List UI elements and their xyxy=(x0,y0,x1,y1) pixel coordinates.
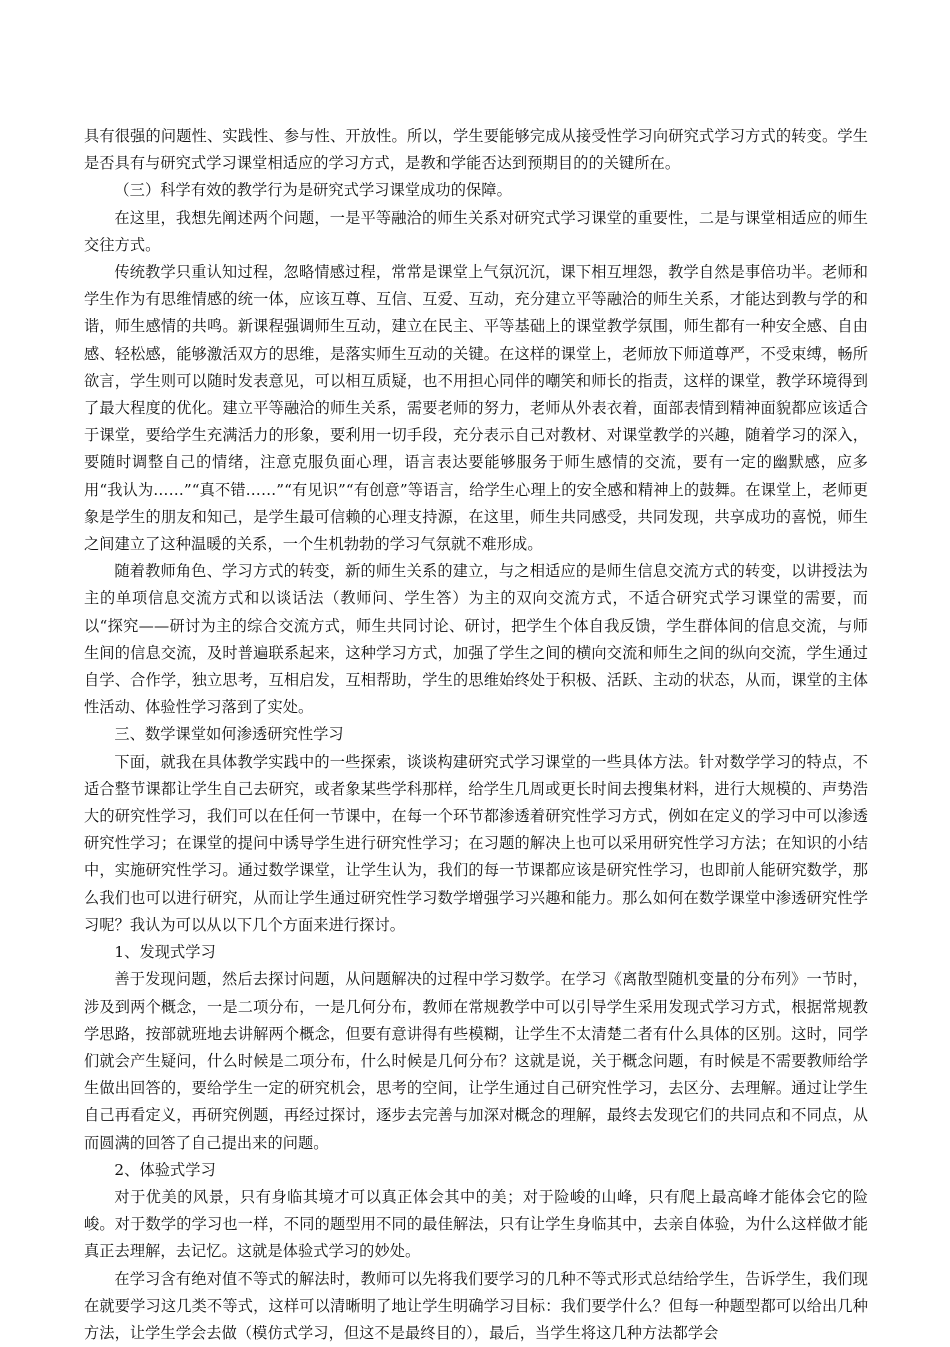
paragraph: 在学习含有绝对值不等式的解法时，教师可以先将我们要学习的几种不等式形式总结给学生，告诉学生，我们现在就要学习这几类不等式，这样可以清晰明了地让学生明确学习目标：我们要学什么？但每一种题型都可以给出几种方法，让学生学会去做（模仿式学习，但这不是最终目的），最后，当学生将这几种方法都学会 xyxy=(84,1269,868,1342)
paragraph: 在这里，我想先阐述两个问题，一是平等融洽的师生关系对研究式学习课堂的重要性，二是与课堂相适应的师生交往方式。 xyxy=(84,208,868,254)
section-heading: 三、数学课堂如何渗透研究性学习 xyxy=(114,725,344,744)
paragraph: 随着教师角色、学习方式的转变，新的师生关系的建立，与之相适应的是师生信息交流方式的转变，以讲授法为主的单项信息交流方式和以谈话法（教师问、学生答）为主的双向交流方式，不适合研究式学习课堂的需要，而以“探究——研讨为主的综合交流方式，师生共同讨论、研讨，把学生个体自我反馈，学生群体间的信息交流，与师生间的信息交流，及时普遍联系起来，这种学习方式，加强了学生之间的横向交流和师生之间的纵向交流，学生通过自学、合作学，独立思考，互相启发，互相帮助，学生的思维始终处于积极、活跃、主动的状态，从而，课堂的主体性活动、体验性学习落到了实处。 xyxy=(84,562,868,717)
paragraph: 传统教学只重认知过程，忽略情感过程，常常是课堂上气氛沉沉，课下相互埋怨，教学自然是事倍功半。老师和学生作为有思维情感的统一体，应该互尊、互信、互爱、互动，充分建立平等融洽的师生关系，才能达到教与学的和谐，师生感情的共鸣。新课程强调师生互动，建立在民主、平等基础上的课堂教学氛围，师生都有一种安全感、自由感、轻松感，能够激活双方的思维，是落实师生互动的关键。在这样的课堂上，老师放下师道尊严，不受束缚，畅所欲言，学生则可以随时发表意见，可以相互质疑，也不用担心同伴的嘲笑和师长的指责，这样的课堂，教学环境得到了最大程度的优化。建立平等融洽的师生关系，需要老师的努力，老师从外表衣着，面部表情到精神面貌都应该适合于课堂，要给学生充满活力的形象，要利用一切手段，充分表示自己对教材、对课堂教学的兴趣，随着学习的深入，要随时调整自己的情绪，注意克服负面心理，语言表达要能够服务于师生感情的交流，要有一定的幽默感，应多用“我认为……”“真不错……”“有见识”“有创意”等语言，给学生心理上的安全感和精神上的鼓舞。在课堂上，老师更象是学生的朋友和知己，是学生最可信赖的心理支持源，在这里，师生共同感受，共同发现，共享成功的喜悦，师生之间建立了这种温暖的关系，一个生机勃勃的学习气氛就不难形成。 xyxy=(84,263,868,554)
paragraph: 具有很强的问题性、实践性、参与性、开放性。所以，学生要能够完成从接受性学习向研究式学习方式的转变。学生是否具有与研究式学习课堂相适应的学习方式，是教和学能否达到预期目的的关键所在。 xyxy=(84,127,868,173)
paragraph: 对于优美的风景，只有身临其境才可以真正体会其中的美；对于险峻的山峰，只有爬上最高峰才能体会它的险峻。对于数学的学习也一样，不同的题型用不同的最佳解法，只有让学生身临其中，去亲自体验，为什么这样做才能真正去理解，去记忆。这就是体验式学习的妙处。 xyxy=(84,1187,868,1261)
paragraph: 下面，就我在具体教学实践中的一些探索，谈谈构建研究式学习课堂的一些具体方法。针对数学学习的特点，不适合整节课都让学生自己去研究，或者象某些学科那样，给学生几周或更长时间去搜集材料，进行大规模的、声势浩大的研究性学习，我们可以在任何一节课中，在每一个环节都渗透着研究性学习方式，例如在定义的学习中可以渗透研究性学习；在课堂的提问中诱导学生进行研究性学习；在习题的解决上也可以采用研究性学习方法；在知识的小结中，实施研究性学习。通过数学课堂，让学生认为，我们的每一节课都应该是研究性学习，也即前人能研究数学，那么我们也可以进行研究，从而让学生通过研究性学习数学增强学习兴趣和能力。那么如何在数学课堂中渗透研究性学习呢？我认为可以从以下几个方面来进行探讨。 xyxy=(84,752,868,934)
subsection-heading: 2、体验式学习 xyxy=(114,1160,216,1179)
subsection-heading: 1、发现式学习 xyxy=(114,943,216,962)
document-body xyxy=(84,123,868,1347)
section-heading: （三）科学有效的教学行为是研究式学习课堂成功的保障。 xyxy=(114,181,512,200)
paragraph: 善于发现问题，然后去探讨问题，从问题解决的过程中学习数学。在学习《离散型随机变量的分布列》一节时，涉及到两个概念，一是二项分布，一是几何分布，教师在常规教学中可以引导学生采用发现式学习方式，根据常规教学思路，按部就班地去讲解两个概念，但要有意讲得有些模糊，让学生不太清楚二者有什么具体的区别。这时，同学们就会产生疑问，什么时候是二项分布，什么时候是几何分布？这就是说，关于概念问题，有时候是不需要教师给学生做出回答的，要给学生一定的研究机会，思考的空间，让学生通过自己研究性学习，去区分、去理解。通过让学生自己再看定义，再研究例题，再经过探讨，逐步去完善与加深对概念的理解，最终去发现它们的共同点和不同点，从而圆满的回答了自己提出来的问题。 xyxy=(84,970,868,1152)
